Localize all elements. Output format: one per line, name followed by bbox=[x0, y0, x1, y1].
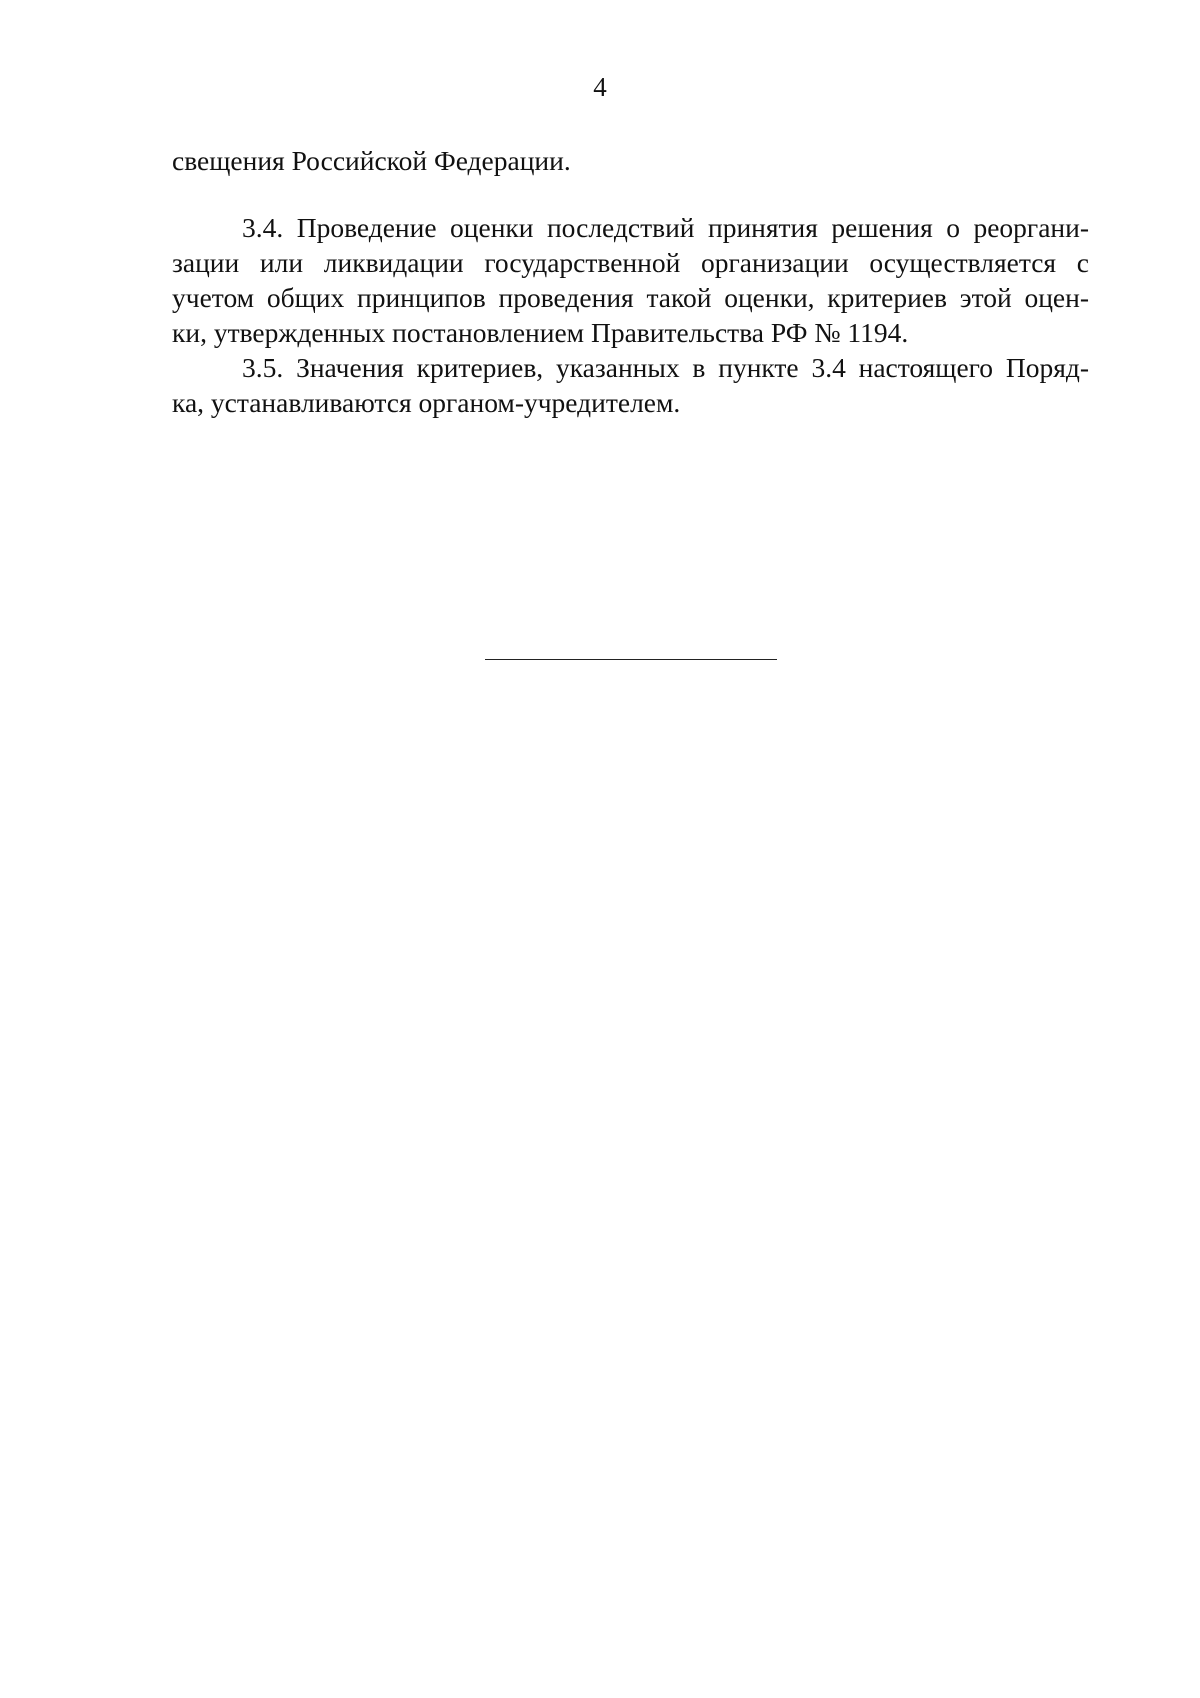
end-separator-line bbox=[485, 659, 777, 660]
paragraph-3-4 bbox=[172, 210, 1089, 350]
page-number: 4 bbox=[593, 72, 607, 102]
text-line: 3.4. Проведение оценки последствий принятия решения о реоргани- bbox=[242, 212, 1089, 243]
continuation-paragraph bbox=[172, 143, 1089, 178]
text-line: 3.5. Значения критериев, указанных в пункте 3.4 настоящего Поряд- bbox=[242, 352, 1089, 383]
text-line: зации или ликвидации государственной организации осуществляется с bbox=[172, 247, 1089, 278]
continuation-text bbox=[172, 143, 1089, 178]
text-line: учетом общих принципов проведения такой оценки, критериев этой оцен- bbox=[172, 282, 1089, 313]
text-line: ки, утвержденных постановлением Правительства РФ № 1194. bbox=[172, 317, 909, 348]
text-line: свещения Российской Федерации. bbox=[172, 145, 571, 176]
paragraph-3-5 bbox=[172, 350, 1089, 420]
text-line: ка, устанавливаются органом-учредителем. bbox=[172, 387, 681, 418]
document-body bbox=[172, 210, 1089, 420]
